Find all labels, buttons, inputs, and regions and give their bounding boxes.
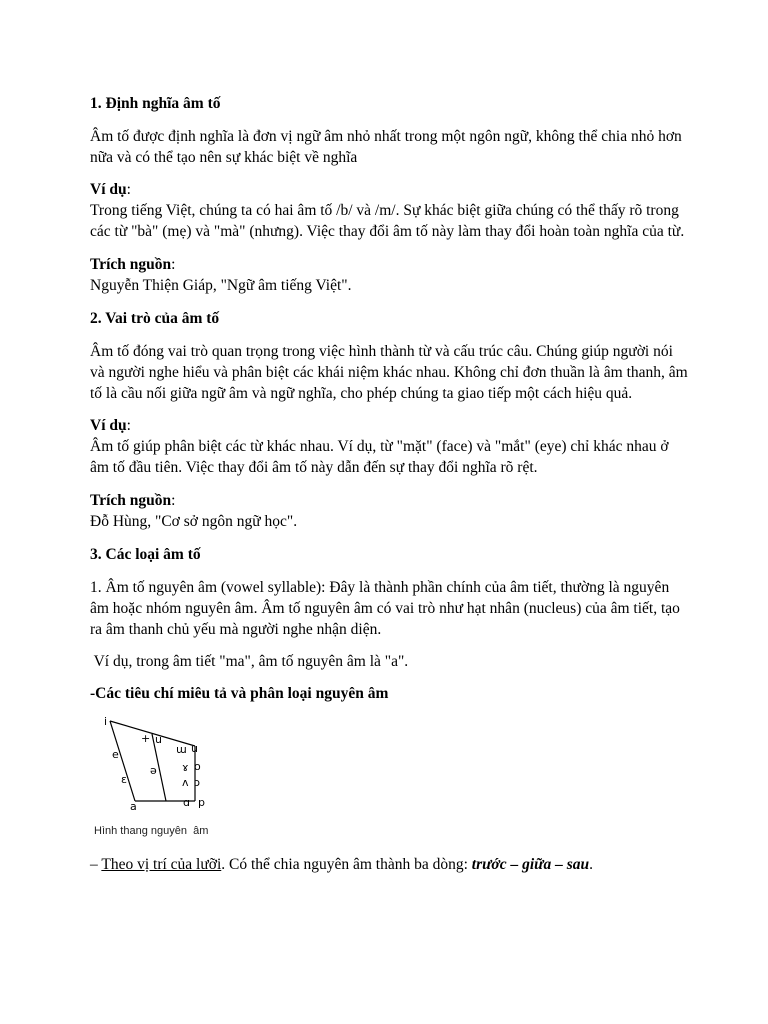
vowel-a-label: a: [130, 800, 137, 813]
document-content: [90, 93, 690, 886]
source-text: Đỗ Hùng, "Cơ sở ngôn ngữ học".: [90, 513, 298, 530]
source-label: Trích nguồn: [90, 492, 172, 509]
vowel-o-label: o: [194, 760, 201, 773]
section-2-paragraph: Âm tố đóng vai trò quan trọng trong việc hình thành từ và cấu trúc câu. Chúng giúp người nói và người nghe hiểu và phân biệt các khái niệm khác nhau. Không chỉ đơn thuần là âm thanh, âm tố là cầu nối giữa ngữ âm và ngữ nghĩa, cho phép chúng ta giao tiếp một cách hiệu quả.: [90, 343, 688, 402]
period: .: [589, 856, 593, 873]
section-3-paragraph-1: 1. Âm tố nguyên âm (vowel syllable): Đây là thành phần chính của âm tiết, thường là nguyên âm hoặc nhóm nguyên âm. Âm tố nguyên âm có vai trò như hạt nhân (nucleus) của âm tiết, tạo ra âm thanh chủ yếu mà người nghe nhận diện.: [90, 579, 680, 638]
section-1-source: Trích nguồn: Nguyễn Thiện Giáp, "Ngữ âm tiếng Việt".: [90, 256, 352, 294]
example-text: Âm tố giúp phân biệt các từ khác nhau. Ví dụ, từ "mặt" (face) và "mắt" (eye) chỉ khác nhau ở âm tố đầu tiên. Việc thay đổi âm tố này dẫn đến sự thay đổi nghĩa rõ rệt.: [90, 438, 669, 476]
front-line: [110, 721, 135, 801]
vowel-u-central-label: u: [155, 733, 162, 746]
section-1-definition: Âm tố được định nghĩa là đơn vị ngữ âm nhỏ nhất trong một ngôn ngữ, không thể chia nhỏ hơn nữa và có thể tạo nên sự khác biệt về nghĩa: [90, 128, 682, 166]
vowel-rows-term: trước – giữa – sau: [471, 856, 590, 873]
example-label: Ví dụ: [90, 417, 127, 434]
vowel-i-label: i: [104, 716, 108, 728]
vowel-open-o-label: ɔ: [194, 776, 201, 789]
section-2-example: Ví dụ: Âm tố giúp phân biệt các từ khác nhau. Ví dụ, từ "mặt" (face) và "mắt" (eye) chỉ khác nhau ở âm tố đầu tiên. Việc thay đổi âm tố này dẫn đến sự thay đổi nghĩa rõ rệt.: [90, 417, 669, 476]
vowel-epsilon-label: ɛ: [121, 773, 127, 786]
section-2-source: Trích nguồn: Đỗ Hùng, "Cơ sở ngôn ngữ học".: [90, 492, 298, 530]
dash: –: [90, 856, 102, 873]
vowel-u-label: u: [191, 742, 198, 755]
tongue-position-line: [90, 854, 690, 875]
source-label: Trích nguồn: [90, 256, 172, 273]
vowel-schwa-label: ə: [150, 764, 157, 777]
vowel-trapezoid-diagram: [90, 716, 230, 821]
section-3-subheading: -Các tiêu chí miêu tả và phân loại nguyên âm: [90, 685, 389, 702]
tongue-position-term: Theo vị trí của lưỡi: [101, 856, 222, 873]
vowel-alpha-label: ɑ: [183, 796, 190, 809]
tongue-position-text: . Có thể chia nguyên âm thành ba dòng:: [221, 856, 472, 873]
section-2-heading: 2. Vai trò của âm tố: [90, 310, 220, 327]
vowel-lambda-label: ʌ: [182, 776, 189, 789]
vowel-ram-label: ɤ: [182, 761, 189, 774]
section-3-paragraph-2: Ví dụ, trong âm tiết "ma", âm tố nguyên âm là "a".: [90, 653, 409, 670]
example-label: Ví dụ: [90, 181, 127, 198]
figure-caption: Hình thang nguyên âm: [94, 825, 209, 837]
vowel-plus-label: +: [141, 732, 151, 745]
example-text: Trong tiếng Việt, chúng ta có hai âm tố /b/ và /m/. Sự khác biệt giữa chúng có thể thấy rõ trong các từ "bà" (mẹ) và "mà" (nhưng). Việc thay đổi âm tố này làm thay đổi hoàn toàn nghĩa của từ.: [90, 202, 685, 240]
source-text: Nguyễn Thiện Giáp, "Ngữ âm tiếng Việt".: [90, 277, 352, 294]
section-3-heading: 3. Các loại âm tố: [90, 546, 201, 563]
section-1-example: Ví dụ: Trong tiếng Việt, chúng ta có hai âm tố /b/ và /m/. Sự khác biệt giữa chúng có thể thấy rõ trong các từ "bà" (mẹ) và "mà" (nhưng). Việc thay đổi âm tố này làm thay đổi hoàn toàn nghĩa của từ.: [90, 181, 685, 240]
vowel-trapezoid-figure: [90, 716, 230, 836]
section-1-heading: 1. Định nghĩa âm tố: [90, 95, 221, 112]
vowel-e-label: e: [112, 748, 119, 761]
vowel-p-label: p: [198, 796, 205, 809]
vowel-ui-label: ɯ: [176, 743, 187, 756]
